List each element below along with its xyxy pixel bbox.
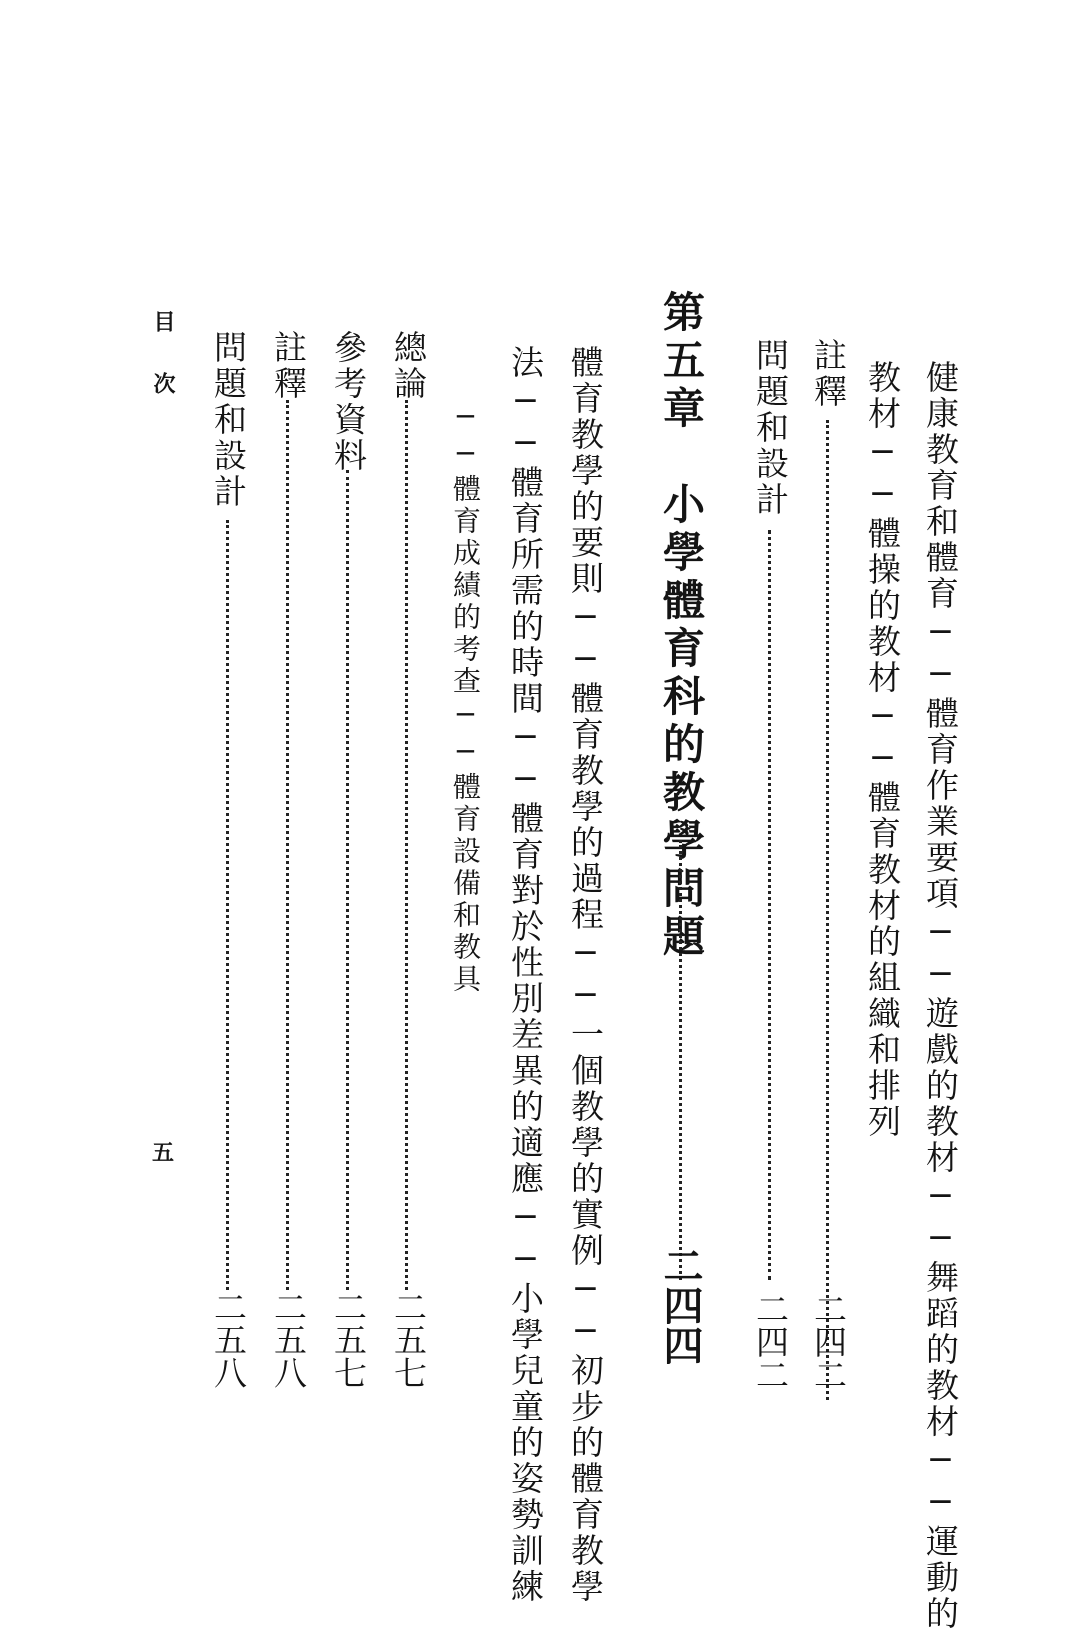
toc-problems-2-label: 問題和設計 xyxy=(209,330,248,510)
toc-problems-1-page: 二四二 xyxy=(751,1292,790,1391)
toc-problems-1-label: 問題和設計 xyxy=(751,338,790,518)
toc-chapter-5-contents-line1: 體育教學的要則──體育教學的過程──一個教學的實例──初步的體育教學 xyxy=(566,345,605,1605)
toc-entry-health-line1: 健康教育和體育──體育作業要項──遊戲的教材──舞蹈的教材──運動的 xyxy=(921,360,960,1632)
toc-notes-2-label: 註釋 xyxy=(269,330,308,402)
toc-references-leader xyxy=(346,470,349,1290)
toc-notes-1-page: 二四二 xyxy=(809,1292,848,1391)
toc-chapter-5-page: 二四四 xyxy=(657,1245,704,1365)
toc-references-label: 參考資料 xyxy=(329,330,368,474)
toc-notes-1-label: 註釋 xyxy=(809,338,848,410)
toc-problems-2-page: 二五八 xyxy=(209,1290,248,1389)
toc-problems-2-leader xyxy=(226,520,229,1290)
running-head: 目次 xyxy=(150,310,176,434)
toc-chapter-5-leader xyxy=(679,840,682,1280)
toc-chapter-5-contents-line3: ──體育成績的考查──體育設備和教具 xyxy=(449,400,482,996)
toc-notes-2-page: 二五八 xyxy=(269,1290,308,1389)
toc-chapter-5-contents-line2: 法──體育所需的時間──體育對於性別差異的適應──小學兒童的姿勢訓練 xyxy=(506,345,545,1605)
page-folio: 五 xyxy=(152,1140,175,1166)
toc-chapter-5-title: 第五章 小學體育科的教學問題 xyxy=(657,290,706,962)
toc-summary-page: 二五七 xyxy=(389,1290,428,1389)
toc-references-page: 二五七 xyxy=(329,1290,368,1389)
toc-entry-health-line2: 教材──體操的教材──體育教材的組織和排列 xyxy=(863,360,902,1140)
toc-summary-label: 總論 xyxy=(389,330,428,402)
toc-notes-1-leader xyxy=(826,420,829,1400)
toc-notes-2-leader xyxy=(286,400,289,1290)
toc-problems-1-leader xyxy=(768,530,771,1280)
toc-summary-leader xyxy=(405,400,408,1290)
